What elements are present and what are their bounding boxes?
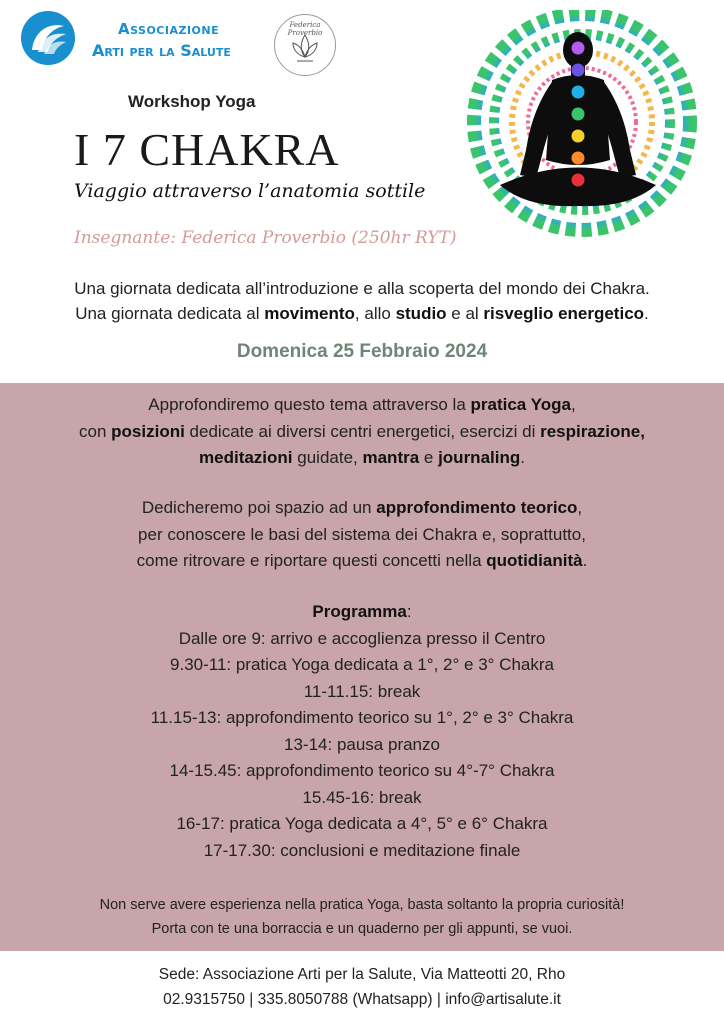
notes-line2: Porta con te una borraccia e un quaderno per gli appunti, se vuoi. [151, 921, 573, 937]
practice-line1: Approfondiremo questo tema attraverso la pratica Yoga, [148, 395, 576, 414]
paragraph-theory [0, 495, 724, 575]
intro-line1: Una giornata dedicata all’introduzione e alla scoperta del mondo dei Chakra. [74, 279, 650, 298]
theory-line2: per conoscere le basi del sistema dei Chakra e, soprattutto, [138, 524, 586, 544]
practice-line3: meditazioni guidate, mantra e journaling. [199, 448, 525, 467]
program-item: 9.30-11: pratica Yoga dedicata a 1°, 2° e 3° Chakra [170, 655, 554, 674]
teacher-seal [274, 14, 336, 76]
program-item: 14-15.45: approfondimento teorico su 4°-7° Chakra [169, 761, 555, 780]
teacher-line: Insegnante: Federica Proverbio (250hr RYT) [74, 228, 457, 248]
notes [0, 893, 724, 941]
footer-address: Sede: Associazione Arti per la Salute, Via Matteotti 20, Rho [158, 966, 566, 983]
theory-line3: come ritrovare e riportare questi concetti nella quotidianità. [136, 551, 588, 570]
program-item: 17-17.30: conclusioni e meditazione finale [203, 840, 521, 860]
intro-line2: Una giornata dedicata al movimento, allo studio e al risveglio energetico. [75, 304, 649, 323]
paragraph-practice [0, 392, 724, 472]
footer-contacts: 02.9315750 | 335.8050788 (Whatsapp) | info@artisalute.it [163, 991, 561, 1008]
theory-line1: Dedicheremo poi spazio ad un approfondimento teorico, [141, 498, 583, 517]
org-logo-icon [20, 10, 76, 66]
chakra-meditation-illustration [460, 10, 705, 240]
program-panel [0, 383, 724, 951]
page-subtitle: Viaggio attraverso l’anatomia sottile [74, 180, 426, 202]
event-date: Domenica 25 Febbraio 2024 [236, 341, 488, 362]
program-item: Dalle ore 9: arrivo e accoglienza presso il Centro [178, 628, 546, 648]
program-heading: Programma: [312, 602, 412, 621]
intro-text [0, 276, 724, 326]
program-item: 11-11.15: break [303, 681, 421, 701]
page-title: I 7 CHAKRA [74, 124, 340, 175]
program-item: 13-14: pausa pranzo [284, 734, 440, 754]
workshop-label: Workshop Yoga [128, 92, 256, 111]
program-item: 11.15-13: approfondimento teorico su 1°, 2° e 3° Chakra [150, 708, 574, 727]
footer [0, 962, 724, 1012]
program-item: 15.45-16: break [302, 787, 422, 807]
practice-line2: con posizioni dedicate ai diversi centri energetici, esercizi di respirazione, [79, 421, 645, 441]
seal-text: Federica Proverbio [287, 21, 323, 37]
org-name [92, 18, 231, 62]
org-name-line1: Associazione [118, 20, 220, 38]
program-list [0, 599, 724, 864]
lotus-icon [275, 15, 335, 75]
org-name-line2: Arti per la Salute [92, 41, 231, 60]
program-item: 16-17: pratica Yoga dedicata a 4°, 5° e 6° Chakra [176, 814, 548, 833]
notes-line1: Non serve avere esperienza nella pratica Yoga, basta soltanto la propria curiosità! [99, 897, 625, 913]
